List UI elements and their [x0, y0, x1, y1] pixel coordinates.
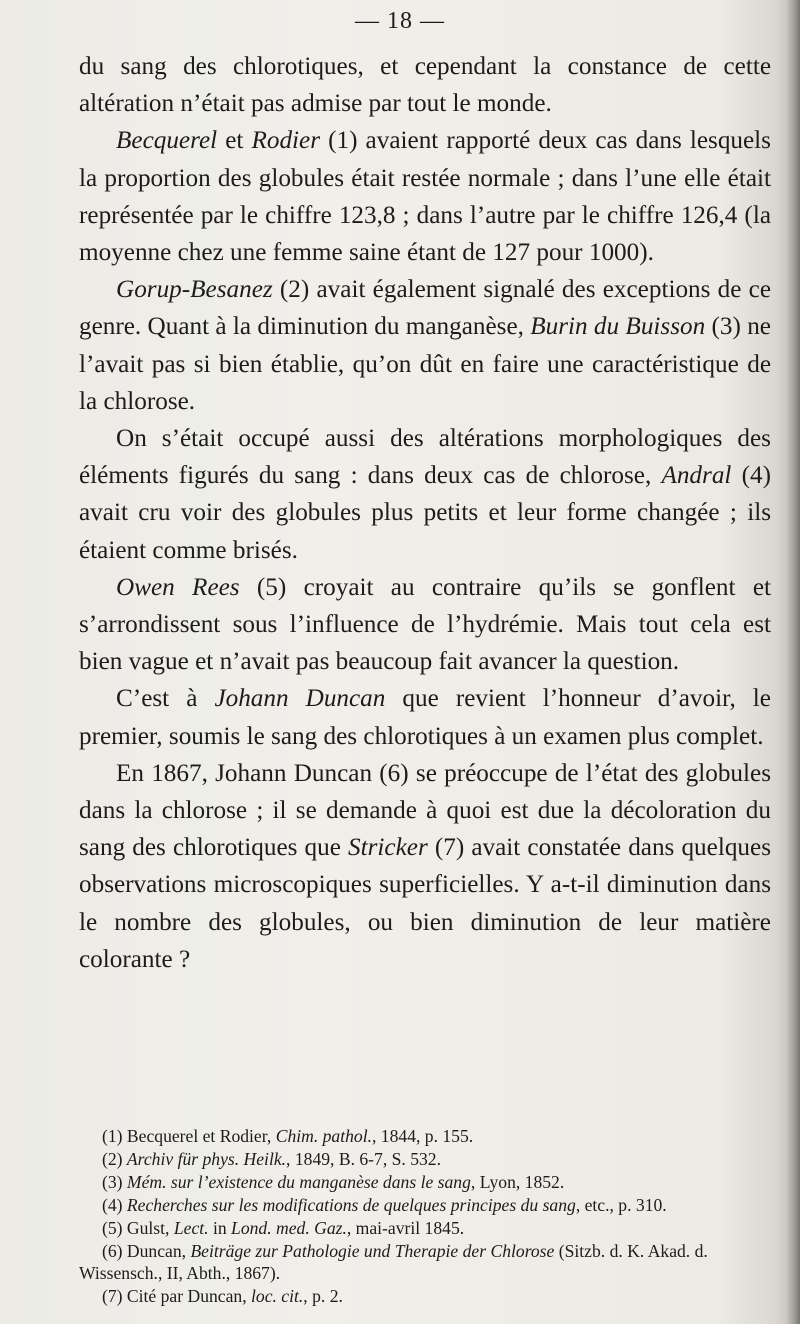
italic-text: Rodier: [251, 127, 321, 155]
footnote: [79, 1148, 771, 1171]
paragraph: [79, 48, 771, 122]
text-run: (5) croyait au contraire qu’ils se gonflent et s’arrondissent sous l’influence de l’hydrémie. Mais tout cela est bien vague et n’avait pas beaucoup fait avancer la question.: [79, 573, 771, 676]
text-run: du sang des chlorotiques, et cependant la constance de cette altération n’était pas admise par tout le monde.: [79, 53, 771, 118]
text-run: , p. 2.: [303, 1286, 343, 1307]
italic-text: Archiv für phys. Heilk.: [126, 1148, 287, 1169]
italic-text: Mém. sur l’existence du manganèse dans le sang: [126, 1171, 471, 1192]
italic-text: Lond. med. Gaz.: [231, 1217, 347, 1238]
paragraph: [79, 122, 771, 271]
text-run: (2): [102, 1148, 127, 1169]
italic-text: Owen Rees: [116, 573, 240, 601]
text-run: On s’était occupé aussi des altérations morphologiques des éléments figurés du sang : dans deux cas de chlorose,: [79, 425, 771, 490]
paragraph: [79, 420, 771, 569]
italic-text: Andral: [661, 462, 732, 490]
footnote: [79, 1217, 771, 1240]
text-run: , Lyon, 1852.: [470, 1171, 565, 1192]
text-run: , etc., p. 310.: [575, 1194, 667, 1215]
footnote: [79, 1171, 771, 1194]
text-run: que revient l’honneur d’avoir, le premier, soumis le sang des chlorotiques à un examen plus complet.: [79, 685, 771, 750]
italic-text: Gorup-Besanez: [116, 276, 273, 304]
paragraph: [79, 569, 771, 681]
italic-text: Chim. pathol.: [275, 1126, 372, 1146]
text-run: C’est à: [116, 685, 215, 713]
footnote: [79, 1125, 771, 1148]
footnote: [79, 1194, 771, 1217]
paragraph: [79, 271, 771, 420]
text-run: in: [208, 1217, 232, 1238]
text-run: et: [217, 127, 252, 155]
text-run: (6) Duncan,: [102, 1240, 191, 1261]
text-run: (1) Becquerel et Rodier,: [102, 1126, 276, 1146]
paragraph: [79, 680, 771, 754]
main-text: [79, 48, 771, 978]
text-run: , mai-avril 1845.: [346, 1217, 465, 1238]
italic-text: Stricker: [348, 834, 428, 862]
text-run: (Sitzb. d. K. Akad. d. Wissensch., II, Abth., 1867).: [79, 1240, 708, 1284]
footnotes: [79, 1125, 771, 1308]
text-run: , 1849, B. 6-7, S. 532.: [286, 1148, 441, 1169]
text-run: (4) avait cru voir des globules plus petits et leur forme changée ; ils étaient comme brisés.: [79, 462, 771, 564]
paragraph: [79, 755, 771, 978]
text-run: (4): [102, 1194, 127, 1215]
text-run: (2) avait également signalé des exceptions de ce genre. Quant à la diminution du manganèse,: [79, 276, 771, 341]
text-run: (3): [102, 1171, 127, 1192]
text-run: (7) avait constatée dans quelques observations microscopiques superficielles. Y a-t-il diminution dans le nombre des globules, ou bien diminution de leur matière colorante ?: [79, 834, 771, 973]
text-run: En 1867, Johann Duncan (6) se préoccupe de l’état des globules dans la chlorose ; il se demande à quoi est due la décoloration du sang des chlorotiques que: [79, 759, 771, 862]
text-run: (1) avaient rapporté deux cas dans lesquels la proportion des globules était restée normale ; dans l’une elle était représentée par le chiffre 123,8 ; dans l’autre par le chiffre 126,4 (la moyenne chez une femme saine étant de 127 pour 1000).: [79, 127, 771, 267]
text-run: (3) ne l’avait pas si bien établie, qu’on dût en faire une caractéristique de la chlorose.: [79, 313, 771, 415]
footnote: [79, 1240, 771, 1286]
italic-text: Beiträge zur Pathologie und Therapie der Chlorose: [190, 1240, 555, 1261]
footnote: [79, 1285, 771, 1308]
italic-text: Recherches sur les modifications de quelques principes du sang: [126, 1194, 576, 1215]
italic-text: Becquerel: [116, 127, 218, 155]
page-number: — 18 —: [355, 8, 445, 34]
italic-text: Burin du Buisson: [530, 313, 706, 341]
text-run: (5) Gulst,: [102, 1217, 174, 1238]
text-run: (7) Cité par Duncan,: [102, 1286, 252, 1307]
text-run: , 1844, p. 155.: [372, 1126, 474, 1146]
page-edge-shadow: [786, 0, 800, 1324]
italic-text: loc. cit.: [251, 1286, 304, 1307]
italic-text: Johann Duncan: [214, 685, 386, 713]
italic-text: Lect.: [173, 1217, 209, 1238]
